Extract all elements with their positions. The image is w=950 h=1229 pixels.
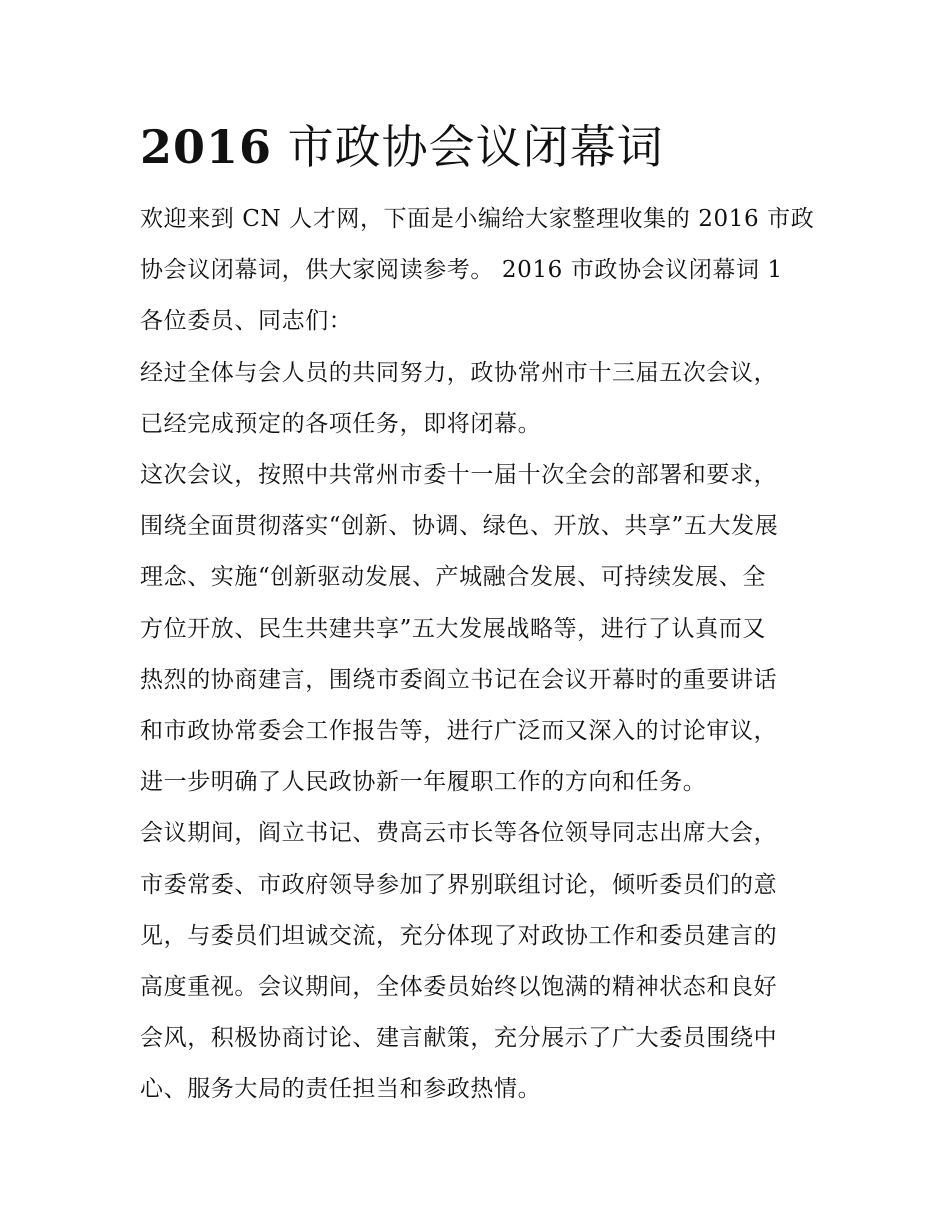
paragraph-meeting-period <box>140 808 830 1115</box>
document-body <box>140 194 830 1116</box>
title-text: 市政协会议闭幕词 <box>287 120 664 174</box>
text-line: 和市政协常委会工作报告等，进行广泛而又深入的讨论审议， <box>140 718 778 745</box>
text-line: 这次会议，按照中共常州市委十一届十次全会的部署和要求， <box>140 462 778 489</box>
text-line: 理念、实施“创新驱动发展、产城融合发展、可持续发展、全 <box>140 564 766 591</box>
text-line: 协会议闭幕词，供大家阅读参考。 2016 市政协会议闭幕词 1 <box>140 257 783 284</box>
text-line: 心、服务大局的责任担当和参政热情。 <box>140 1076 542 1103</box>
title-year: 2016 <box>140 120 273 174</box>
text-line: 围绕全面贯彻落实“创新、协调、绿色、开放、共享”五大发展 <box>140 513 779 540</box>
document-title <box>140 112 830 182</box>
text-line: 经过全体与会人员的共同努力，政协常州市十三届五次会议， <box>140 359 778 386</box>
text-line: 已经完成预定的各项任务，即将闭幕。 <box>140 410 542 437</box>
paragraph-intro <box>140 194 830 296</box>
text-line: 热烈的协商建言，围绕市委阎立书记在会议开幕时的重要讲话 <box>140 666 778 693</box>
text-line: 会议期间，阎立书记、费高云市长等各位领导同志出席大会， <box>140 820 778 847</box>
text-line: 会风，积极协商讨论、建言献策，充分展示了广大委员围绕中 <box>140 1025 778 1052</box>
text-line: 各位委员、同志们： <box>140 308 353 335</box>
text-line: 进一步明确了人民政协新一年履职工作的方向和任务。 <box>140 769 707 796</box>
document-page <box>140 112 830 1116</box>
paragraph-salutation <box>140 296 830 347</box>
text-line: 市委常委、市政府领导参加了界别联组讨论，倾听委员们的意 <box>140 871 778 898</box>
paragraph-opening <box>140 348 830 450</box>
text-line: 高度重视。会议期间，全体委员始终以饱满的精神状态和良好 <box>140 974 778 1001</box>
text-line: 见，与委员们坦诚交流，充分体现了对政协工作和委员建言的 <box>140 922 778 949</box>
text-line: 方位开放、民生共建共享”五大发展战略等，进行了认真而又 <box>140 615 766 642</box>
paragraph-meeting-summary <box>140 450 830 808</box>
text-line: 欢迎来到 CN 人才网，下面是小编给大家整理收集的 2016 市政 <box>140 206 815 232</box>
